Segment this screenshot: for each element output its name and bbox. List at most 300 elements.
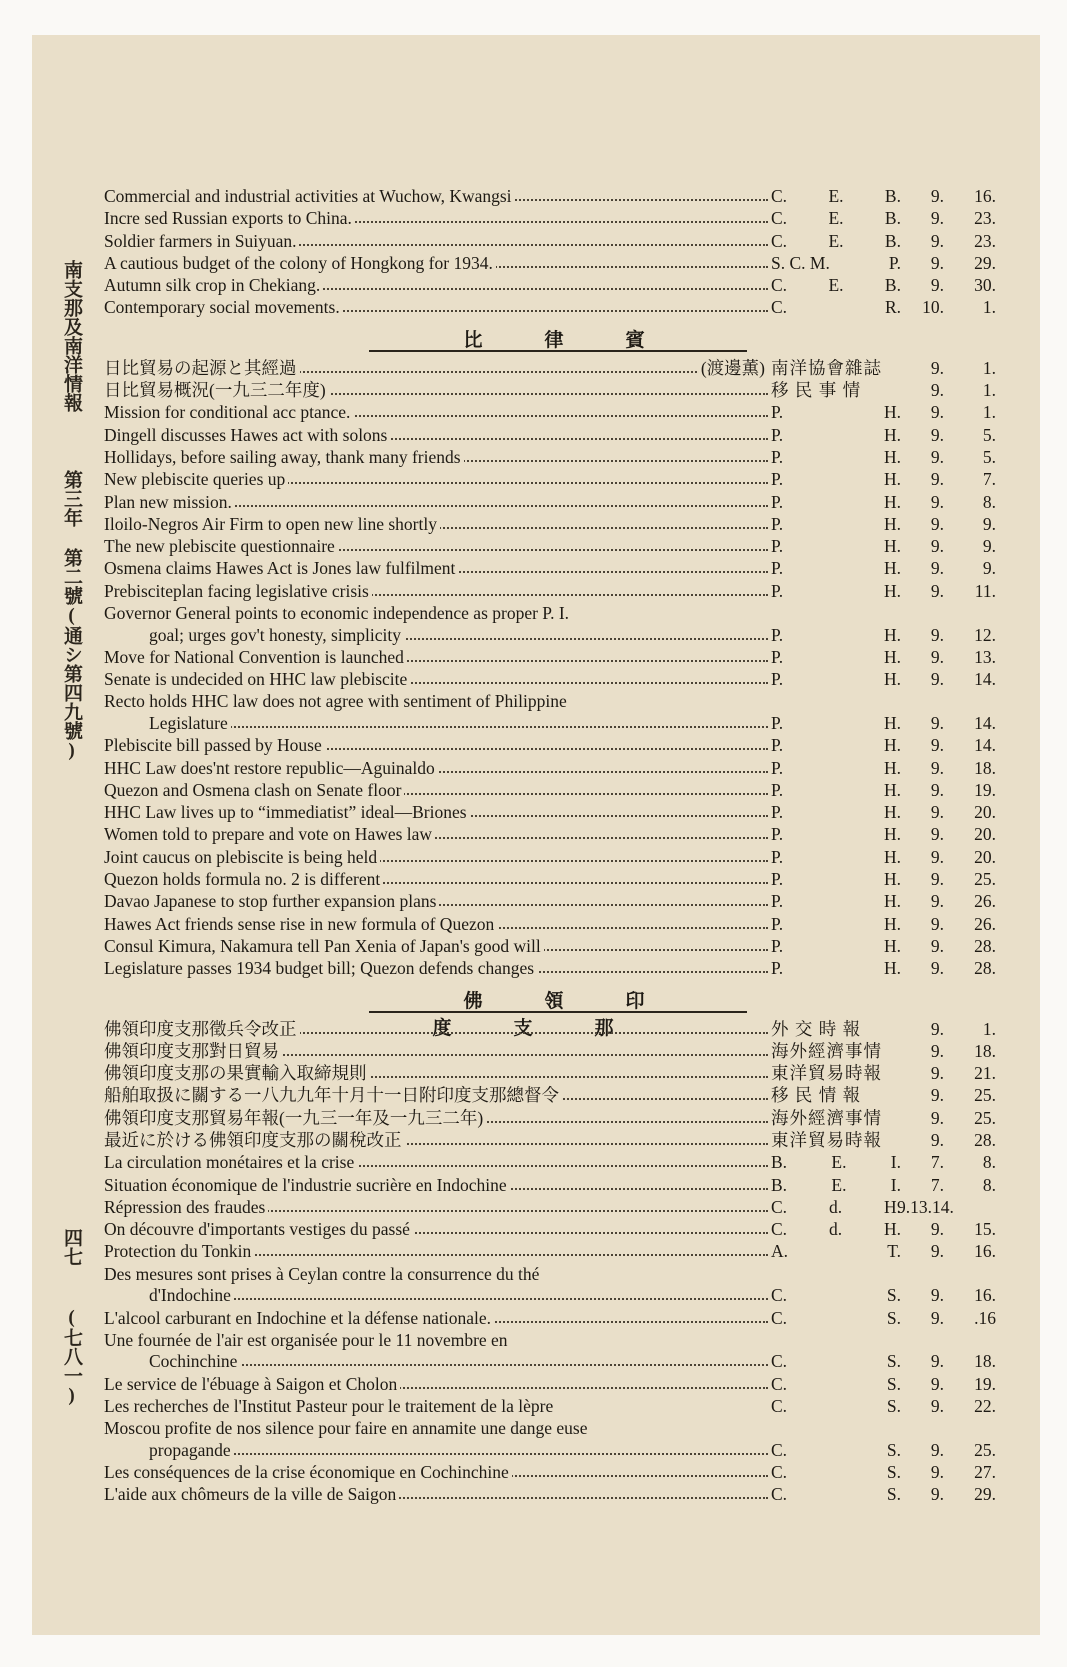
entry-source [771,491,901,513]
entry-title-cell [104,557,768,579]
entry-title-cell [104,1240,768,1262]
entry-source [771,1373,901,1395]
entry-title: Commercial and industrial activities at Wuchow, Kwangsi [104,186,515,206]
source-code: C. [771,1484,788,1505]
list-item [104,424,1039,446]
entry-source [771,779,901,801]
entry-source [771,935,901,957]
margin-journal-title: 南支那及南洋情報 [61,260,82,412]
entry-day: 19. [974,779,996,800]
source-code: H. [883,446,901,467]
entry-day: 29. [974,252,996,273]
section-rule [369,1011,747,1013]
entry-title-cell [104,1329,768,1351]
entry-month: 9. [930,402,944,423]
entry-source [771,296,901,318]
list-item [104,580,1039,602]
list-item [104,779,1039,801]
entry-source [771,1196,901,1218]
entry-title: New plebiscite queries up [104,469,288,489]
entry-month: 9. [930,1018,944,1039]
list-item [104,1107,1039,1129]
entry-month: 9. [930,186,944,206]
entry-source [771,185,901,207]
entry-title: 佛領印度支那對日貿易 [104,1041,282,1061]
entry-title: Governor General points to economic independence as proper P. I. [104,603,572,623]
source-code: P. [771,402,784,423]
entry-title-cell [104,868,768,890]
entry-title-cell [104,668,768,690]
entry-source [771,1240,901,1262]
entry-month: 9. [930,1395,944,1416]
entry-day: 25. [974,1439,996,1460]
entry-source [771,580,901,602]
entry-source: 移 民 情 報 [771,1085,862,1106]
entry-month: 9. [930,624,944,645]
source-code: H. [883,669,901,690]
entry-day: 9. [982,558,996,579]
entry-title-cell [149,1350,768,1372]
source-code: S. [886,1462,901,1483]
entry-day: 27. [974,1462,996,1483]
source-code: C. [771,208,788,229]
entry-title: goal; urges gov't honesty, simplicity [149,625,404,645]
entry-source [771,757,901,779]
source-code: P. [771,846,784,867]
entry-day: 11. [974,580,996,601]
entry-title: 日比貿易の起源と其經過 [104,358,300,378]
entry-title: A cautious budget of the colony of Hongkong for 1934. [104,253,496,273]
source-code: P. [771,958,784,979]
source-code: P. [771,469,784,490]
entry-source: 南洋協會雜誌 [771,357,882,378]
entry-source [771,535,901,557]
entry-title-cell [104,379,768,401]
source-code: B. [884,208,901,229]
list-item [104,1373,1039,1395]
section-rule [369,350,747,352]
source-code: H. [883,824,901,845]
list-item [104,602,1039,624]
entry-title: 佛領印度支那徵兵令改正 [104,1019,300,1039]
entry-title-cell [104,491,768,513]
entry-title-cell [104,823,768,845]
entry-source [771,1439,901,1461]
entry-title: Moscou profite de nos silence pour faire en annamite une dange euse [104,1418,591,1438]
entry-month: 9. [930,935,944,956]
source-code: H. [883,624,901,645]
list-item [104,1329,1039,1351]
entry-day: 28. [974,1129,996,1150]
entry-day: 16. [974,1241,996,1262]
source-code: C. [771,1196,788,1217]
entry-source: 海外經濟事情 [771,1107,882,1128]
source-code: S. [886,1484,901,1505]
margin-page-number: 四七 [61,1228,82,1266]
source-code: C. [771,1285,788,1306]
entry-month: 9.13.14. [897,1196,954,1217]
document-page [32,35,1040,1635]
source-code: R. [884,297,901,318]
entry-title: Consul Kimura, Nakamura tell Pan Xenia of Japan's good will [104,936,544,956]
entry-title-cell [104,185,768,207]
source-code: P. [771,757,784,778]
margin-issue-number: 第三年 第二號(通シ第四九號) [61,470,82,761]
source-code: H. [883,846,901,867]
entry-title: HHC Law does'nt restore republic—Aguinaldo [104,758,438,778]
entry-title-cell [104,646,768,668]
entry-month: 9. [930,802,944,823]
entry-title: 佛領印度支那の果實輸入取締規則 [104,1063,370,1083]
entry-month: 9. [930,1129,944,1150]
list-item [104,446,1039,468]
entry-day: 20. [974,802,996,823]
entry-day: 5. [982,446,996,467]
source-code: B. [884,275,901,296]
entry-source [771,1395,901,1417]
entry-title-cell [104,846,768,868]
list-item [104,1483,1039,1505]
entry-title: Hawes Act friends sense rise in new formula of Quezon [104,914,497,934]
entry-month: 9. [930,913,944,934]
entry-title: Dingell discusses Hawes act with solons [104,425,390,445]
source-code: S. C. M. [771,252,830,273]
entry-source [771,868,901,890]
entry-month: 9. [930,558,944,579]
entry-day: 23. [974,208,996,229]
entry-month: 9. [930,580,944,601]
entry-day: 1. [982,297,996,318]
list-item [104,712,1039,734]
entry-title-cell [104,957,768,979]
entry-day: 25. [974,869,996,890]
entry-source [771,823,901,845]
entry-title-cell [104,296,768,318]
entry-month: 10. [922,297,944,318]
source-code: C. [771,275,788,296]
source-code: P. [771,869,784,890]
entry-title: Des mesures sont prises à Ceylan contre la consurrence du thé [104,1264,542,1284]
entry-month: 9. [930,469,944,490]
entry-source [771,668,901,690]
entry-title-cell [104,602,768,624]
entry-source [771,446,901,468]
entry-title: Le service de l'ébuage à Saigon et Cholon [104,1374,400,1394]
entry-month: 9. [930,252,944,273]
entry-title-cell [104,1174,768,1196]
source-code: C. [771,230,788,251]
entry-title-cell [104,535,768,557]
list-item [104,491,1039,513]
entry-day: 13. [974,646,996,667]
entry-title: Répression des fraudes [104,1197,268,1217]
entry-month: 9. [930,646,944,667]
source-code: H. [883,1219,901,1240]
entry-day: 1. [982,380,996,401]
source-code: P. [771,913,784,934]
entry-source [771,557,901,579]
entry-source [771,207,901,229]
source-code: C. [771,1373,788,1394]
entry-day: 18. [974,1351,996,1372]
entry-day: 26. [974,913,996,934]
entry-title: L'aide aux chômeurs de la ville de Saigon [104,1484,399,1504]
list-item [104,1174,1039,1196]
entry-month: 7. [930,1174,944,1195]
source-code: E. [828,186,844,206]
source-code: C. [771,1219,788,1240]
philippines-entries [104,357,1039,980]
list-item [104,379,1039,401]
list-item [104,1395,1039,1417]
source-code: A. [771,1241,789,1262]
entry-source [771,913,901,935]
entry-day: 23. [974,230,996,251]
entry-title-cell [104,1395,768,1417]
list-item [104,401,1039,423]
entry-month: 9. [930,669,944,690]
entry-title: Women told to prepare and vote on Hawes law [104,824,435,844]
entry-title-cell [104,401,768,423]
entry-month: 9. [930,1373,944,1394]
source-code: H. [883,536,901,557]
entry-source: 東洋貿易時報 [771,1063,882,1084]
entry-month: 9. [930,757,944,778]
entry-title: Autumn silk crop in Chekiang. [104,275,323,295]
entry-source [771,1350,901,1372]
entry-title: Legislature [149,713,231,733]
source-code: P. [771,580,784,601]
source-code: H. [883,1196,901,1217]
source-code: S. [886,1439,901,1460]
source-code: P. [771,735,784,756]
source-code: H. [883,757,901,778]
entry-title-cell [104,207,768,229]
source-code: H. [883,580,901,601]
entry-day: 28. [974,958,996,979]
list-item [104,646,1039,668]
entry-title-cell [104,1084,768,1106]
entry-month: 9. [930,275,944,296]
entry-title: Quezon holds formula no. 2 is different [104,869,383,889]
entry-title: Senate is undecided on HHC law plebiscite [104,669,410,689]
entry-source: 移 民 事 情 [771,380,862,401]
entry-source [771,1218,901,1240]
entry-source [771,230,901,252]
source-code: P. [771,891,784,912]
source-code: d. [828,1196,843,1217]
source-code: P. [771,513,784,534]
list-item [104,1084,1039,1106]
entry-title-cell [149,1439,768,1461]
entry-title-cell [104,690,768,712]
entry-title-cell [104,446,768,468]
entry-source [771,1284,901,1306]
entry-month: 9. [930,1040,944,1061]
list-item [104,535,1039,557]
entry-title-cell [104,1107,768,1129]
entry-title-cell [104,913,768,935]
list-item [104,823,1039,845]
source-code: H. [883,869,901,890]
entry-title: Prebisciteplan facing legislative crisis [104,581,372,601]
entry-source [771,1483,901,1505]
source-code: H. [883,891,901,912]
entry-title-cell [104,935,768,957]
entry-title-cell [104,1151,768,1173]
entry-source [771,1461,901,1483]
entry-source [771,734,901,756]
source-code: H. [883,913,901,934]
list-item [104,668,1039,690]
entry-day: 21. [974,1063,996,1084]
source-code: H. [883,513,901,534]
section-title: 比律賓 [463,328,707,351]
list-item [104,801,1039,823]
entry-title-cell [104,1040,768,1062]
list-item [104,1307,1039,1329]
source-code: S. [886,1285,901,1306]
entry-month: 9. [930,846,944,867]
entry-title: Joint caucus on plebiscite is being held [104,847,380,867]
list-item [104,468,1039,490]
entry-title: Les conséquences de la crise économique en Cochinchine [104,1462,512,1482]
entry-source [771,1151,901,1173]
source-code: H. [883,958,901,979]
entry-day: 25. [974,1107,996,1128]
list-item [104,1062,1039,1084]
entry-day: 18. [974,757,996,778]
list-item [104,274,1039,296]
entry-month: 9. [930,1307,944,1328]
entry-day: 9. [982,513,996,534]
entry-day: 5. [982,424,996,445]
entry-source [771,274,901,296]
source-code: B. [771,1152,788,1173]
entry-month: 9. [930,1107,944,1128]
entry-source [771,1174,901,1196]
entry-title-cell [104,1129,768,1151]
list-item [104,1263,1039,1285]
entry-day: 7. [982,469,996,490]
list-item [104,624,1039,646]
list-item [104,734,1039,756]
entry-source [771,424,901,446]
source-code: P. [771,824,784,845]
list-item [104,1417,1039,1439]
source-code: P. [888,252,901,273]
entry-day: 1. [982,1018,996,1039]
list-item [104,252,1039,274]
source-code: B. [884,230,901,251]
list-item [104,1196,1039,1218]
entry-month: 9. [930,891,944,912]
source-code: S. [886,1373,901,1394]
entry-title: Davao Japanese to stop further expansion plans [104,891,439,911]
list-item [104,1461,1039,1483]
source-code: P. [771,624,784,645]
entry-day: 1. [982,357,996,378]
entry-title: Recto holds HHC law does not agree with sentiment of Philippine [104,691,570,711]
list-item [104,1129,1039,1151]
entry-title-cell [104,1373,768,1395]
entry-month: 9. [930,958,944,979]
source-code: B. [884,186,901,206]
list-item [104,1439,1039,1461]
entry-month: 9. [930,1063,944,1084]
entry-title-cell [104,734,768,756]
entry-title-cell [104,1218,768,1240]
entry-day: 22. [974,1395,996,1416]
list-item [104,1218,1039,1240]
source-code: H. [883,558,901,579]
source-code: P. [771,935,784,956]
list-item [104,207,1039,229]
entry-source [771,646,901,668]
source-code: I. [890,1174,901,1195]
entry-title: Plebiscite bill passed by House [104,735,325,755]
source-code: B. [771,1174,788,1195]
entry-day: .16 [974,1307,996,1328]
source-code: C. [771,1351,788,1372]
entry-author-note: (渡邊薫) [698,357,768,379]
entry-source: 外 交 時 報 [771,1018,862,1039]
entry-source [771,890,901,912]
source-code: P. [771,446,784,467]
entry-title: 佛領印度支那貿易年報(一九三一年及一九三二年) [104,1108,486,1128]
list-item [104,890,1039,912]
source-code: H. [883,802,901,823]
entry-month: 9. [930,1484,944,1505]
entry-title-cell [104,1461,768,1483]
source-code: H. [883,469,901,490]
source-code: H. [883,402,901,423]
list-item [104,1040,1039,1062]
source-code: P. [771,712,784,733]
entry-source [771,252,901,274]
entry-title-cell [104,1417,768,1439]
entry-title: Soldier farmers in Suiyuan. [104,231,299,251]
entry-title: Quezon and Osmena clash on Senate floor [104,780,404,800]
indochina-entries [104,1018,1039,1506]
entry-title-cell [104,468,768,490]
entry-day: 26. [974,891,996,912]
entry-month: 9. [930,1439,944,1460]
entry-title: Situation économique de l'industrie sucrière en Indochine [104,1175,510,1195]
source-code: I. [890,1152,901,1173]
source-code: P. [771,491,784,512]
source-code: E. [831,1174,847,1195]
section-header-philippines [104,319,1039,357]
source-code: C. [771,186,788,206]
source-code: d. [828,1219,843,1240]
entry-day: 18. [974,1040,996,1061]
source-code: P. [771,536,784,557]
list-item [104,757,1039,779]
entry-title: Les recherches de l'Institut Pasteur pour le traitement de la lèpre [104,1396,556,1416]
index-listing [104,185,1039,1506]
entry-month: 9. [930,230,944,251]
entry-source [771,957,901,979]
entry-day: 16. [974,1285,996,1306]
source-code: P. [771,669,784,690]
entry-day: 12. [974,624,996,645]
entry-day: 29. [974,1484,996,1505]
source-code: E. [831,1152,847,1173]
entry-day: 9. [982,536,996,557]
entry-title: Osmena claims Hawes Act is Jones law fulfilment [104,558,458,578]
list-item [104,1350,1039,1372]
